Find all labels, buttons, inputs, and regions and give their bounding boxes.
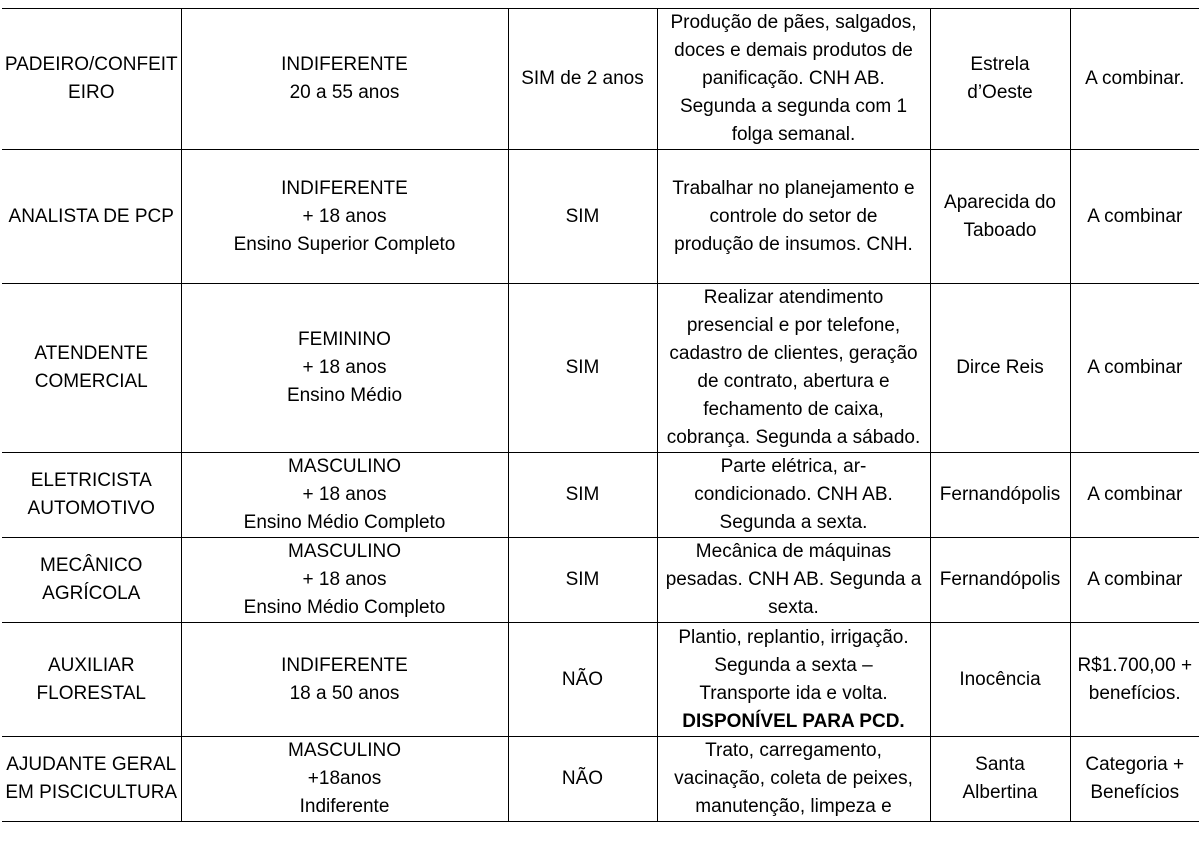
- requirements-line: 20 a 55 anos: [289, 82, 400, 103]
- requirements-line: Ensino Superior Completo: [233, 233, 456, 255]
- pcd-notice: DISPONÍVEL PARA PCD.: [682, 710, 905, 732]
- description-cell: [657, 284, 930, 453]
- location-line: Estrela: [970, 54, 1030, 75]
- job-title-line: MECÂNICO: [40, 555, 143, 576]
- description-line: condicionado. CNH AB.: [694, 484, 893, 505]
- location-line: d’Oeste: [967, 82, 1033, 103]
- location-cell: [930, 623, 1070, 737]
- salary-line: Categoria +: [1085, 754, 1185, 775]
- salary-line: A combinar: [1087, 205, 1183, 227]
- description-line: panificação. CNH AB.: [702, 68, 885, 89]
- job-title-line: EM PISCICULTURA: [5, 782, 178, 803]
- description-line: Mecânica de máquinas: [695, 541, 892, 562]
- requirements-line: + 18 anos: [302, 205, 387, 227]
- description-line: Realizar atendimento: [703, 287, 884, 308]
- experience-value: NÃO: [561, 668, 604, 690]
- description-line: pesadas. CNH AB. Segunda a: [665, 569, 922, 590]
- location-cell: [930, 737, 1070, 822]
- job-title-cell: [2, 737, 181, 822]
- requirements-line: Indiferente: [299, 796, 390, 817]
- description-line: doces e demais produtos de: [674, 40, 913, 61]
- description-line: produção de insumos. CNH.: [674, 233, 913, 255]
- location-cell: [930, 150, 1070, 284]
- location-cell: [930, 284, 1070, 453]
- experience-value: SIM: [565, 484, 600, 505]
- salary-cell: [1070, 453, 1199, 538]
- experience-value: SIM de 2 anos: [521, 68, 644, 89]
- requirements-cell: [181, 150, 508, 284]
- location-line: Albertina: [962, 782, 1038, 803]
- salary-cell: [1070, 623, 1199, 737]
- salary-line: A combinar: [1087, 569, 1183, 590]
- salary-cell: [1070, 737, 1199, 822]
- requirements-line: + 18 anos: [302, 484, 387, 505]
- experience-cell: [508, 538, 657, 623]
- requirements-line: MASCULINO: [288, 740, 401, 761]
- description-line: folga semanal.: [731, 124, 856, 145]
- table-row: [2, 737, 1199, 822]
- requirements-line: MASCULINO: [288, 456, 401, 477]
- requirements-line: + 18 anos: [302, 357, 387, 378]
- job-title-line: ANALISTA DE PCP: [8, 205, 174, 227]
- table-row: [2, 284, 1199, 453]
- requirements-cell: [181, 737, 508, 822]
- requirements-line: 18 a 50 anos: [289, 682, 400, 704]
- job-title-line: ELETRICISTA: [30, 470, 152, 491]
- description-line: Segunda a sexta –: [714, 654, 873, 676]
- description-cell: [657, 150, 930, 284]
- requirements-line: +18anos: [307, 768, 382, 789]
- job-title-line: ATENDENTE: [34, 343, 149, 364]
- job-title-line: COMERCIAL: [34, 371, 148, 392]
- description-line: cobrança. Segunda a sábado.: [666, 427, 921, 448]
- description-line: Parte elétrica, ar-: [720, 456, 867, 477]
- requirements-cell: [181, 453, 508, 538]
- experience-cell: [508, 623, 657, 737]
- requirements-line: Ensino Médio: [286, 385, 403, 406]
- requirements-line: FEMININO: [298, 329, 391, 350]
- requirements-cell: [181, 284, 508, 453]
- requirements-cell: [181, 623, 508, 737]
- description-cell: [657, 453, 930, 538]
- experience-cell: [508, 284, 657, 453]
- job-title-line: EIRO: [68, 82, 115, 103]
- requirements-cell: [181, 538, 508, 623]
- description-line: Segunda a segunda com 1: [679, 96, 908, 117]
- requirements-line: INDIFERENTE: [281, 654, 408, 676]
- experience-value: SIM: [565, 569, 600, 590]
- description-cell: [657, 538, 930, 623]
- job-listings-table: [2, 8, 1199, 822]
- salary-cell: [1070, 538, 1199, 623]
- requirements-line: INDIFERENTE: [281, 177, 408, 199]
- table-row: [2, 453, 1199, 538]
- job-title-line: PADEIRO/CONFEIT: [4, 54, 178, 75]
- location-line: Taboado: [963, 219, 1037, 241]
- experience-cell: [508, 737, 657, 822]
- description-line: presencial e por telefone,: [686, 315, 901, 336]
- location-cell: [930, 9, 1070, 150]
- description-cell: [657, 737, 930, 822]
- requirements-line: INDIFERENTE: [281, 54, 408, 75]
- job-title-line: AUTOMOTIVO: [27, 498, 155, 519]
- salary-line: benefícios.: [1088, 682, 1181, 704]
- location-line: Fernandópolis: [939, 484, 1061, 505]
- location-line: Dirce Reis: [956, 357, 1044, 378]
- description-line: controle do setor de: [709, 205, 878, 227]
- salary-line: A combinar: [1087, 484, 1183, 505]
- requirements-line: MASCULINO: [288, 541, 401, 562]
- location-line: Santa: [975, 754, 1025, 775]
- description-line: Trato, carregamento,: [705, 740, 882, 761]
- description-line: de contrato, abertura e: [697, 371, 890, 392]
- description-cell: [657, 9, 930, 150]
- salary-cell: [1070, 150, 1199, 284]
- job-title-line: AGRÍCOLA: [42, 583, 141, 604]
- table-row: [2, 623, 1199, 737]
- job-title-cell: [2, 150, 181, 284]
- job-title-cell: [2, 623, 181, 737]
- description-line: manutenção, limpeza e: [695, 796, 892, 817]
- description-line: Transporte ida e volta.: [699, 682, 888, 704]
- description-line: Produção de pães, salgados,: [670, 12, 917, 33]
- job-title-line: AJUDANTE GERAL: [6, 754, 177, 775]
- salary-line: A combinar.: [1085, 68, 1185, 89]
- description-line: cadastro de clientes, geração: [669, 343, 918, 364]
- experience-cell: [508, 453, 657, 538]
- experience-value: SIM: [565, 357, 600, 378]
- description-line: fechamento de caixa,: [703, 399, 884, 420]
- requirements-line: Ensino Médio Completo: [243, 512, 446, 533]
- description-line: Plantio, replantio, irrigação.: [678, 626, 909, 648]
- experience-cell: [508, 9, 657, 150]
- salary-cell: [1070, 284, 1199, 453]
- job-title-cell: [2, 284, 181, 453]
- experience-cell: [508, 150, 657, 284]
- salary-line: R$1.700,00 +: [1077, 654, 1193, 676]
- location-cell: [930, 453, 1070, 538]
- salary-line: Benefícios: [1090, 782, 1180, 803]
- table-row: [2, 9, 1199, 150]
- table-row: [2, 150, 1199, 284]
- experience-value: NÃO: [561, 768, 604, 789]
- job-title-line: AUXILIAR: [47, 654, 135, 676]
- table-row: [2, 538, 1199, 623]
- requirements-line: + 18 anos: [302, 569, 387, 590]
- job-title-cell: [2, 9, 181, 150]
- description-cell: [657, 623, 930, 737]
- location-line: Inocência: [959, 668, 1041, 690]
- location-line: Fernandópolis: [939, 569, 1061, 590]
- salary-line: A combinar: [1087, 357, 1183, 378]
- description-line: Trabalhar no planejamento e: [672, 177, 915, 199]
- requirements-line: Ensino Médio Completo: [243, 597, 446, 618]
- description-line: vacinação, coleta de peixes,: [674, 768, 913, 789]
- requirements-cell: [181, 9, 508, 150]
- job-title-cell: [2, 538, 181, 623]
- description-line: sexta.: [768, 597, 819, 618]
- salary-cell: [1070, 9, 1199, 150]
- experience-value: SIM: [565, 205, 600, 227]
- description-line: Segunda a sexta.: [719, 512, 868, 533]
- job-title-line: FLORESTAL: [36, 682, 146, 704]
- location-cell: [930, 538, 1070, 623]
- job-title-cell: [2, 453, 181, 538]
- location-line: Aparecida do: [944, 191, 1056, 213]
